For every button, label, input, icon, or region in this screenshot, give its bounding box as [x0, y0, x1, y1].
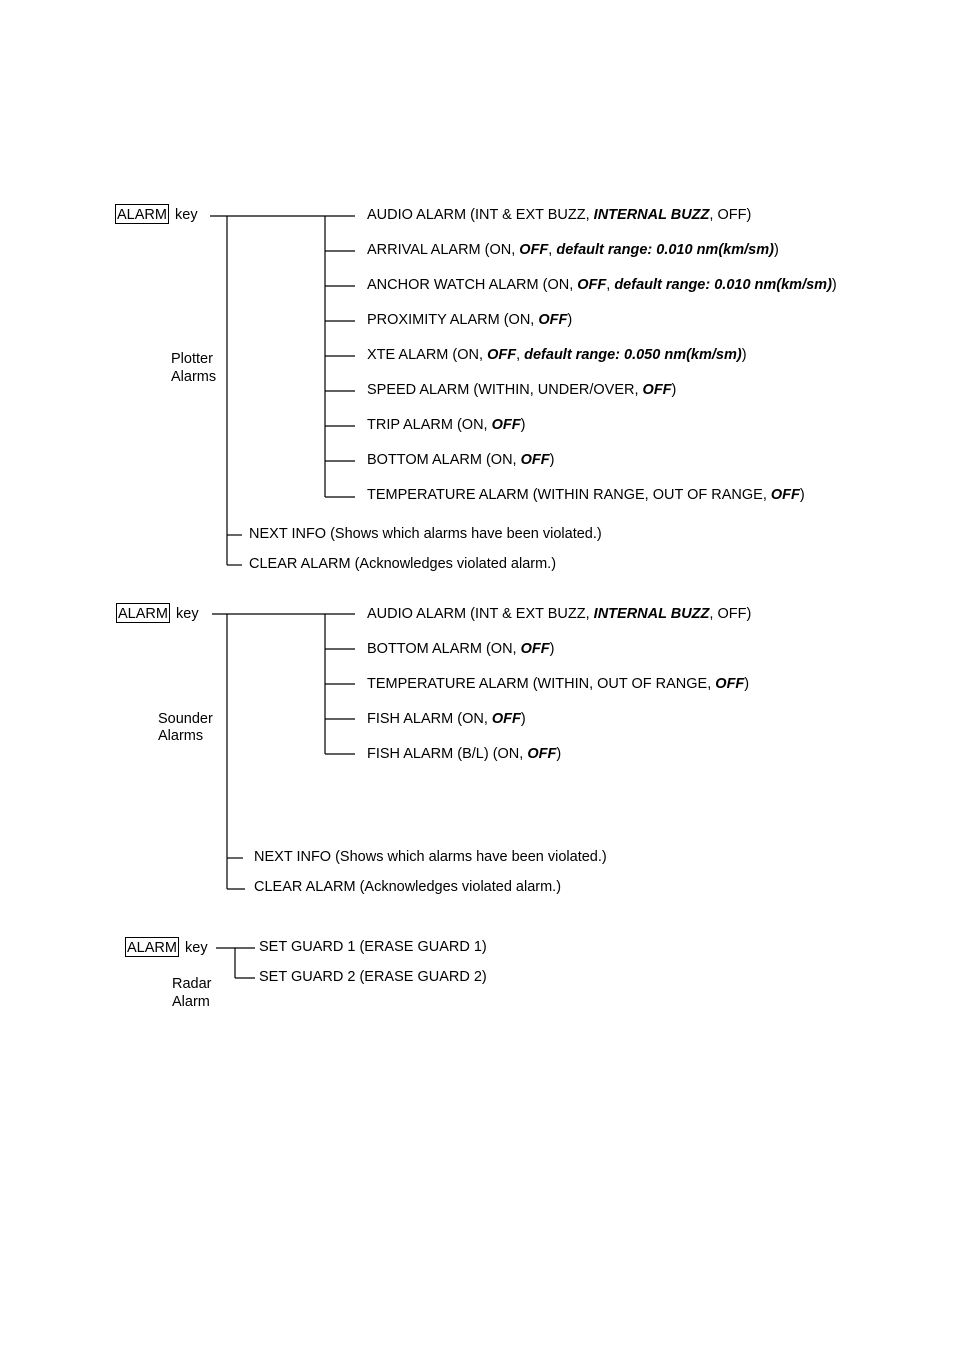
radar-group-label-1: Radar	[172, 976, 212, 992]
sounder-item-bottom-alarm: BOTTOM ALARM (ON, OFF)	[367, 641, 555, 657]
plotter-item-speed-alarm: SPEED ALARM (WITHIN, UNDER/OVER, OFF)	[367, 382, 677, 398]
sounder-item-audio-alarm: AUDIO ALARM (INT & EXT BUZZ, INTERNAL BUZZ, OFF)	[367, 606, 752, 622]
plotter-item-temperature-alarm: TEMPERATURE ALARM (WITHIN RANGE, OUT OF RANGE, OFF)	[367, 487, 805, 503]
plotter-next-info: NEXT INFO (Shows which alarms have been violated.)	[249, 526, 602, 542]
plotter-item-arrival-alarm: ARRIVAL ALARM (ON, OFF, default range: 0.010 nm(km/sm))	[367, 242, 779, 258]
sounder-alarm-key-box: ALARM	[116, 603, 170, 623]
radar-set-guard-2: SET GUARD 2 (ERASE GUARD 2)	[259, 969, 487, 985]
sounder-group-label-2: Alarms	[158, 728, 204, 744]
plotter-group-label-2: Alarms	[171, 369, 217, 385]
plotter-item-proximity-alarm: PROXIMITY ALARM (ON, OFF)	[367, 312, 573, 328]
sounder-group-label-1: Sounder	[158, 711, 213, 727]
sounder-next-info: NEXT INFO (Shows which alarms have been violated.)	[254, 849, 607, 865]
plotter-item-anchor-watch-alarm: ANCHOR WATCH ALARM (ON, OFF, default range: 0.010 nm(km/sm))	[367, 277, 837, 293]
radar-alarm-key-box: ALARM	[125, 937, 179, 957]
plotter-group-label-1: Plotter	[171, 351, 213, 367]
radar-set-guard-1: SET GUARD 1 (ERASE GUARD 1)	[259, 939, 487, 955]
radar-key-suffix: key	[185, 940, 208, 956]
plotter-key-suffix: key	[175, 207, 198, 223]
plotter-item-xte-alarm: XTE ALARM (ON, OFF, default range: 0.050 nm(km/sm))	[367, 347, 747, 363]
sounder-item-temperature-alarm: TEMPERATURE ALARM (WITHIN, OUT OF RANGE, OFF)	[367, 676, 750, 692]
sounder-item-fish-alarm: FISH ALARM (ON, OFF)	[367, 711, 526, 727]
radar-group-label-2: Alarm	[172, 994, 210, 1010]
plotter-alarm-key-box: ALARM	[115, 204, 169, 224]
plotter-item-audio-alarm: AUDIO ALARM (INT & EXT BUZZ, INTERNAL BUZZ, OFF)	[367, 207, 752, 223]
plotter-item-trip-alarm: TRIP ALARM (ON, OFF)	[367, 417, 526, 433]
sounder-key-suffix: key	[176, 606, 199, 622]
plotter-item-bottom-alarm: BOTTOM ALARM (ON, OFF)	[367, 452, 555, 468]
plotter-clear-alarm: CLEAR ALARM (Acknowledges violated alarm.)	[249, 556, 557, 572]
sounder-clear-alarm: CLEAR ALARM (Acknowledges violated alarm.)	[254, 879, 562, 895]
sounder-item-fish-alarm-bl: FISH ALARM (B/L) (ON, OFF)	[367, 746, 562, 762]
